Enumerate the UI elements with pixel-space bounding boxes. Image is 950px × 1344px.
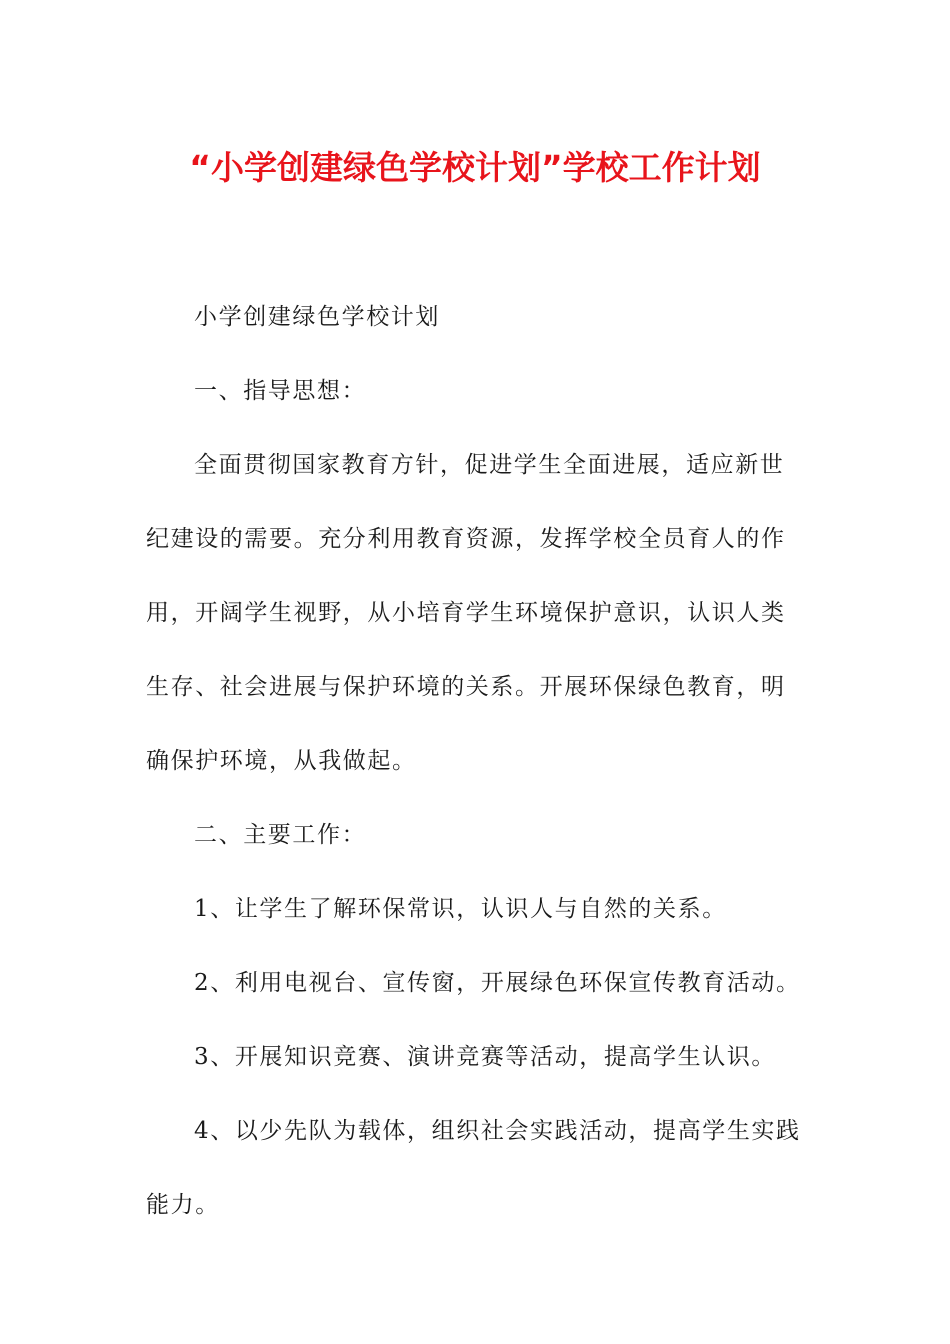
section-heading-guiding-ideology: 一、指导思想： [194, 378, 367, 404]
section-heading-plan: 小学创建绿色学校计划 [194, 304, 440, 330]
document-title: “小学创建绿色学校计划”学校工作计划 [189, 148, 761, 187]
list-item-3: 3、开展知识竞赛、演讲竞赛等活动，提高学生认识。 [194, 1044, 777, 1070]
list-item-2: 2、利用电视台、宣传窗，开展绿色环保宣传教育活动。 [194, 970, 801, 996]
document-body [146, 280, 806, 1242]
list-item-4: 4、以少先队为载体，组织社会实践活动，提高学生实践能力。 [146, 1118, 801, 1218]
paragraph-guiding-ideology: 全面贯彻国家教育方针，促进学生全面进展，适应新世纪建设的需要。充分利用教育资源，发挥学校全员育人的作用，开阔学生视野，从小培育学生环境保护意识，认识人类生存、社会进展与保护环境的关系。开展环保绿色教育，明确保护环境，从我做起。 [146, 452, 786, 774]
list-item-1: 1、让学生了解环保常识，认识人与自然的关系。 [194, 896, 727, 922]
section-heading-main-work: 二、主要工作： [194, 822, 367, 848]
